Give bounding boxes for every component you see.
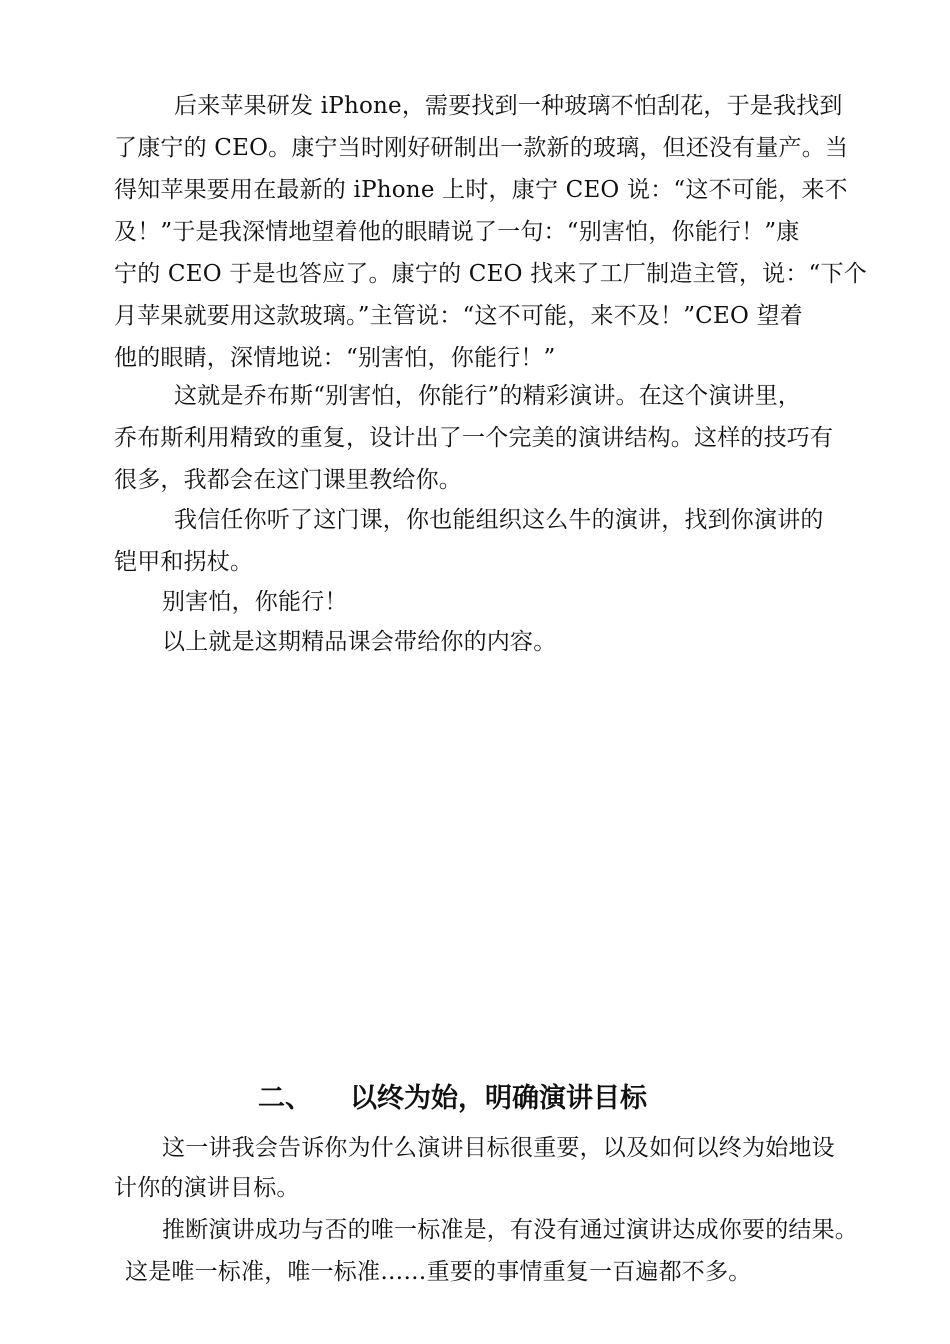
- body-text-line: 铠甲和拐杖。: [114, 549, 254, 575]
- body-text-line: 及！”于是我深情地望着他的眼睛说了一句：“别害怕，你能行！”康: [114, 219, 800, 245]
- body-text-line: 月苹果就要用这款玻璃。”主管说：“这不可能，来不及！”CEO 望着: [114, 303, 803, 329]
- section-heading: [258, 1078, 647, 1120]
- body-text-line: 这是唯一标准，唯一标准……重要的事情重复一百遍都不多。: [125, 1259, 752, 1285]
- body-text-line: 这一讲我会告诉你为什么演讲目标很重要，以及如何以终为始地设: [162, 1135, 835, 1161]
- body-text-line: 后来苹果研发 iPhone，需要找到一种玻璃不怕刮花，于是我找到: [174, 93, 843, 119]
- body-text-line: 别害怕，你能行！: [162, 589, 348, 615]
- body-text-line: 计你的演讲目标。: [114, 1175, 300, 1201]
- body-text-line: 很多，我都会在这门课里教给你。: [114, 467, 462, 493]
- body-text-line: 他的眼睛，深情地说：“别害怕，你能行！”: [114, 345, 556, 371]
- body-text-line: 宁的 CEO 于是也答应了。康宁的 CEO 找来了工厂制造主管，说：“下个: [114, 261, 867, 287]
- body-text-line: 我信任你听了这门课，你也能组织这么牛的演讲，找到你演讲的: [174, 507, 824, 533]
- section-title: 以终为始，明确演讲目标: [350, 1083, 647, 1114]
- body-text-line: 得知苹果要用在最新的 iPhone 上时，康宁 CEO 说：“这不可能，来不: [114, 177, 848, 203]
- body-text-line: 以上就是这期精品课会带给你的内容。: [162, 629, 557, 655]
- section-number: 二、: [258, 1083, 312, 1114]
- body-text-line: 推断演讲成功与否的唯一标准是，有没有通过演讲达成你要的结果。: [162, 1217, 858, 1243]
- body-text-line: 这就是乔布斯“别害怕，你能行”的精彩演讲。在这个演讲里，: [174, 383, 802, 409]
- body-text-line: 乔布斯利用精致的重复，设计出了一个完美的演讲结构。这样的技巧有: [114, 425, 834, 451]
- body-text-line: 了康宁的 CEO。康宁当时刚好研制出一款新的玻璃，但还没有量产。当: [114, 135, 849, 161]
